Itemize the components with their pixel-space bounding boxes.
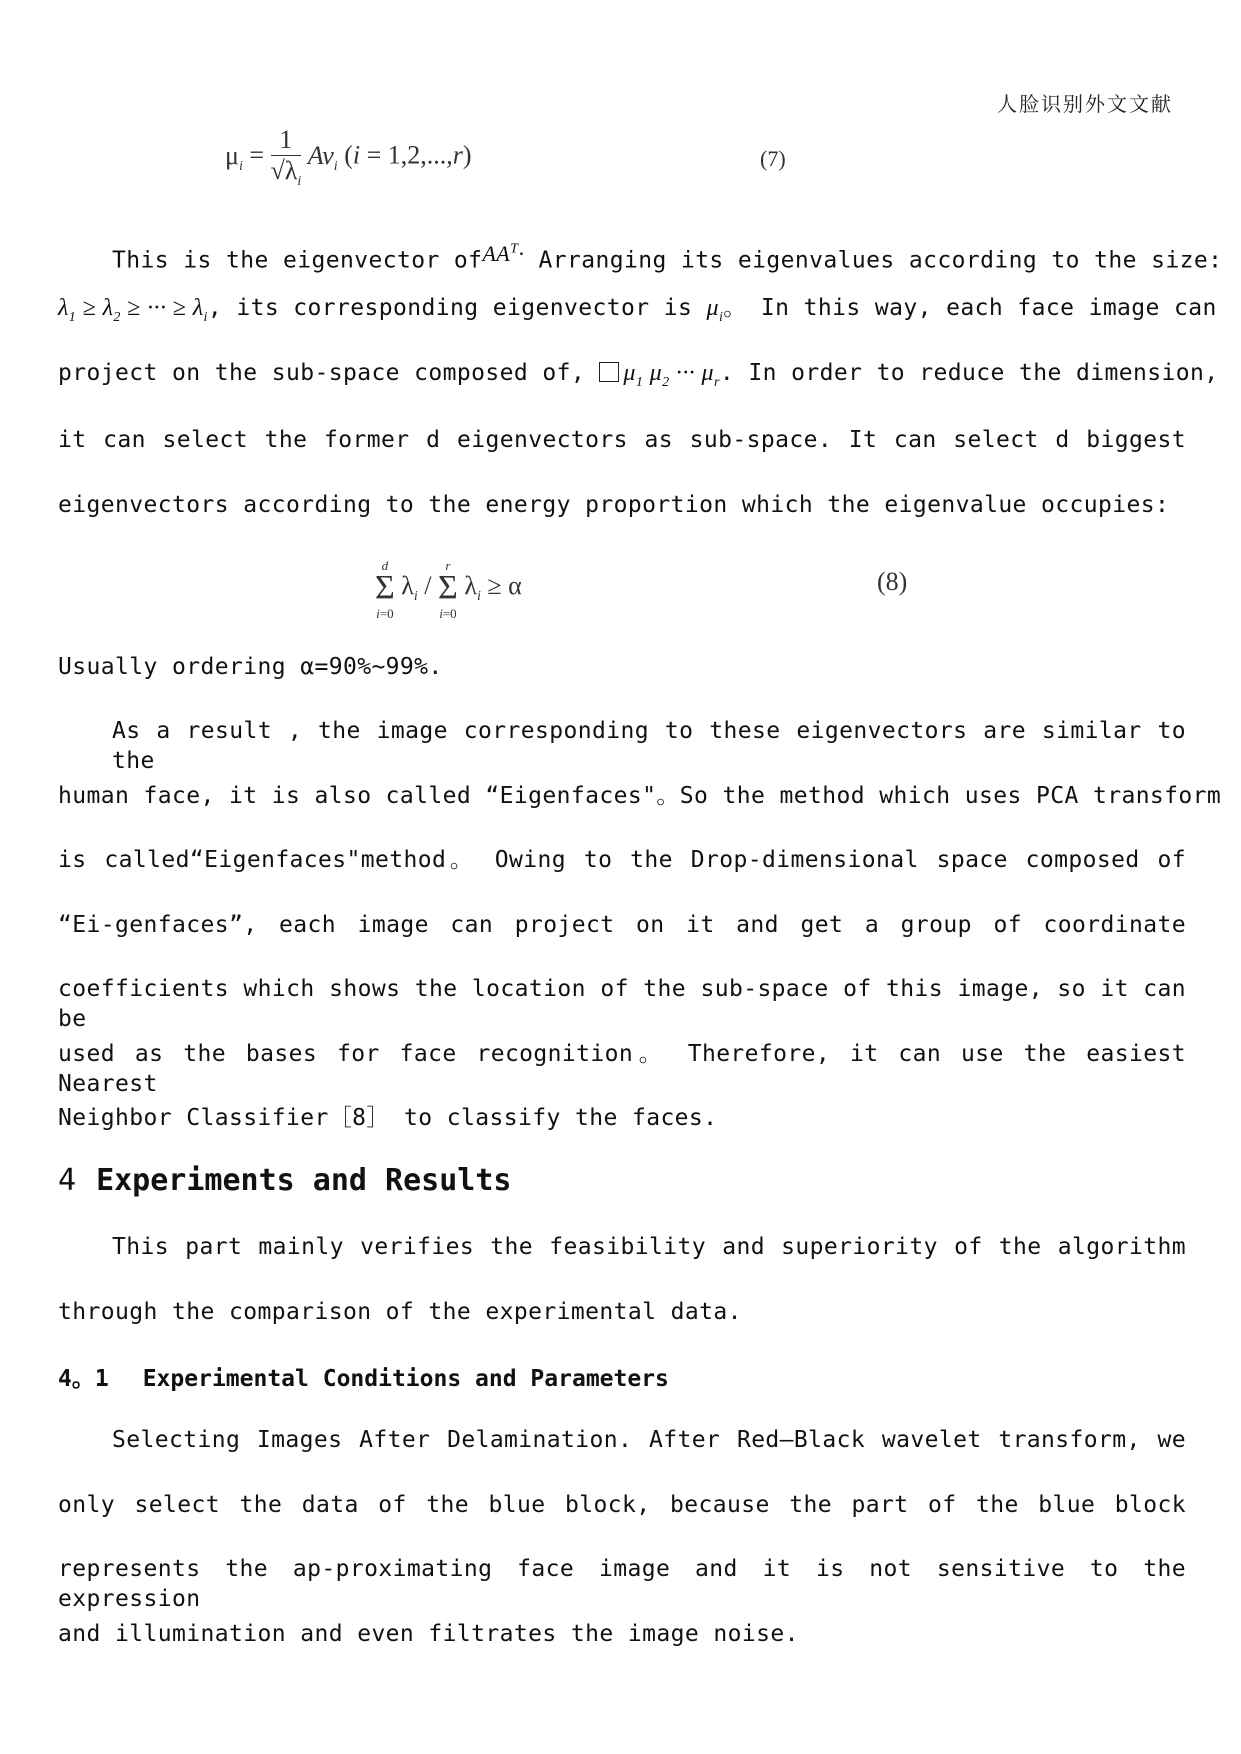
equation-7-number: (7) (760, 146, 786, 171)
paragraph-line: coefficients which shows the location of the sub-space of this image, so it can be (58, 976, 1186, 1032)
equation-8: d Σ i=0 $\lambda_i$ / r Σ i=0 $\lambda_i \ge \alpha$ (375, 558, 522, 621)
missing-glyph-box (599, 362, 619, 382)
paragraph-line: only select the data of the blue block, because the part of the blue block (58, 1492, 1186, 1518)
section-number: 4 (58, 1163, 77, 1198)
paragraph-line: As a result , the image corresponding to these eigenvectors are similar to the (112, 718, 1186, 774)
paragraph-line: is called“Eigenfaces"method。 Owing to the Drop-dimensional space composed of (58, 847, 1186, 873)
paragraph-line: Usually ordering α=90%~99%. (58, 654, 443, 680)
paragraph-line: through the comparison of the experimental data. (58, 1299, 742, 1325)
matrix-aat: $AA^T\cdot$ (482, 241, 525, 267)
subsection-heading (58, 1360, 669, 1393)
subsection-number: 4。1 (58, 1366, 109, 1392)
paragraph-line: Selecting Images After Delamination. After Red—Black wavelet transform, we (112, 1427, 1186, 1453)
paragraph-line: used as the bases for face recognition。 Therefore, it can use the easiest Nearest (58, 1041, 1186, 1097)
paragraph-line: represents the ap-proximating face image and it is not sensitive to the expression (58, 1556, 1186, 1612)
paragraph-line: human face, it is also called “Eigenfaces"。So the method which uses PCA transform (58, 783, 1222, 809)
section-title: Experiments and Results (96, 1163, 512, 1198)
section-heading (58, 1163, 511, 1198)
paragraph-line: eigenvectors according to the energy proportion which the eigenvalue occupies: (58, 492, 1170, 518)
paragraph-line: “Ei-genfaces”, each image can project on it and get a group of coordinate (58, 912, 1186, 938)
paragraph-line: it can select the former d eigenvectors as sub-space. It can select d biggest (58, 427, 1186, 453)
paragraph-line: and illumination and even filtrates the image noise. (58, 1621, 799, 1647)
paragraph-line: $\lambda_1 \ge \lambda_2$ ≥ ··· ≥ $\lambda_i$, its corresponding eigenvector is $\mu_i$。 In this way, each face image can (58, 295, 1217, 325)
equation-8-number: (8) (877, 567, 908, 596)
paragraph-line: Neighbor Classifier［8］ to classify the faces. (58, 1105, 718, 1131)
paragraph-line: This is the eigenvector ofAA$^T$· Arranging its eigenvalues according to the size: (112, 241, 1223, 274)
page-header: 人脸识别外文文献 (997, 92, 1173, 116)
paragraph-line: project on the sub-space composed of, $\mu_1$ $\mu_2$ ··· $\mu_r$. In order to reduce the dimension, (58, 360, 1219, 390)
eigenvalue-order: $\lambda_1 \ge \lambda_2$ ≥ ··· ≥ $\lambda_i$ (58, 295, 208, 325)
equation-7: $\mu_i$ = $\frac{1}{√\lambda_i}$ $Av_i$ (i = 1,2,...,r) (225, 125, 472, 190)
subsection-title: Experimental Conditions and Parameters (142, 1366, 669, 1392)
paragraph-line: This part mainly verifies the feasibility and superiority of the algorithm (112, 1234, 1186, 1260)
